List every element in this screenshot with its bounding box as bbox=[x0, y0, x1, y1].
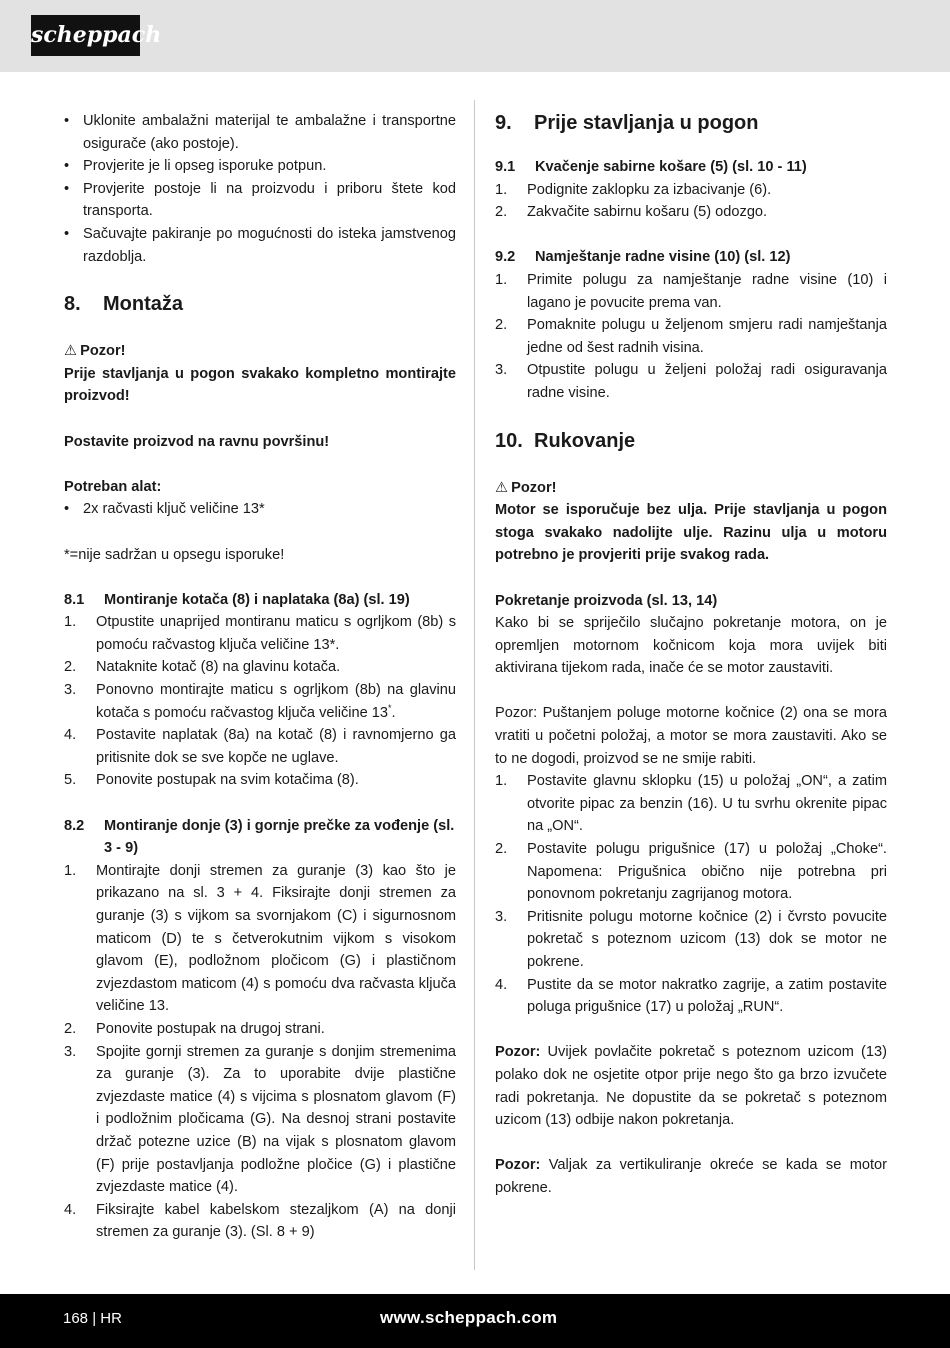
step-item: 3. Pritisnite polugu motorne kočnice (2) i čvrsto povucite pokretač s poteznom uzicom (13) dok se motor ne pokrene. bbox=[495, 908, 887, 970]
step-item: 4. Fiksirajte kabel kabelskom stezaljkom (A) na donji stremen za guranje (3). (Sl. 8 + 9) bbox=[64, 1201, 456, 1241]
start-caution: Pozor: Puštanjem poluge motorne kočnice (2) ona se mora vratiti u početni položaj, a motor se mora zaustaviti. Ako se to ne dogodi, proizvod se ne smije rabiti. bbox=[495, 705, 887, 767]
list-item: • Uklonite ambalažni materijal te ambalažne i transportne osigurače (ako postoje). bbox=[64, 110, 456, 155]
page-header bbox=[0, 0, 950, 72]
section-heading-9: 9. Prije stavljanja u pogon bbox=[495, 112, 759, 134]
step-item: 2. Nataknite kotač (8) na glavinu kotača. bbox=[64, 659, 341, 676]
step-item: 2. Ponovite postupak na drugoj strani. bbox=[64, 1020, 325, 1037]
step-item: 4. Pustite da se motor nakratko zagrije, a zatim postavite poluga prigušnice (17) u položaj „RUN“. bbox=[495, 976, 887, 1016]
step-item: 5. Ponovite postupak na svim kotačima (8). bbox=[64, 772, 359, 789]
section-heading-9-2: 9.2 Namještanje radne visine (10) (sl. 12) bbox=[495, 249, 791, 266]
step-item: 3. Otpustite polugu u željeni položaj radi osiguravanja radne visine. bbox=[495, 362, 887, 401]
list-item: • Provjerite postoje li na proizvodu i priboru štete kod transporta. bbox=[64, 178, 456, 223]
left-column bbox=[64, 110, 456, 1244]
roller-note: Pozor: Valjak za vertikuliranje okreće se kada se motor pokrene. bbox=[495, 1157, 887, 1196]
step-item: 3. Ponovno montirajte maticu s ogrljkom (8b) na glavinu kotača s pomoću račvastog ključa veličine 13*. bbox=[64, 682, 456, 721]
warning-text: Prije stavljanja u pogon svakako kompletno montirajte proizvod! bbox=[64, 365, 456, 405]
list-item: • 2x račvasti ključ veličine 13* bbox=[64, 498, 456, 521]
section-heading-8: 8. Montaža bbox=[64, 293, 183, 316]
scheppach-logo: scheppach bbox=[31, 15, 140, 56]
list-item: • Provjerite je li opseg isporuke potpun. bbox=[64, 155, 456, 178]
section-heading-10: 10. Rukovanje bbox=[495, 429, 636, 452]
right-column bbox=[495, 110, 887, 1200]
step-item: 1. Otpustite unaprijed montiranu maticu s ogrljkom (8b) s pomoću račvastog ključa veličine 13*. bbox=[64, 614, 456, 653]
page-footer bbox=[0, 1294, 950, 1348]
column-divider bbox=[474, 100, 475, 1270]
tools-label: Potreban alat: bbox=[64, 478, 162, 495]
step-item: 1. Montirajte donji stremen za guranje (3) kao što je prikazano na sl. 3 + 4. Fiksirajte donji stremen za guranje (3) s vijkom sa svornjakom (C) i sigurnosnom maticom (D) te s četverokutnim vijkom s visokom glavom (E), podložnom pločicom (G) i plastičnom zvjezdastom maticom (4) s pomoću dva račvasta ključa veličine 13. bbox=[64, 862, 456, 1015]
warning-label: ⚠ Pozor! bbox=[64, 340, 456, 363]
warning-label: ⚠ Pozor! bbox=[495, 477, 887, 500]
step-item: 3. Spojite gornji stremen za guranje s donjim stremenima za guranje (3). Za to uporabite dvije plastične zvjezdaste matice (4) s vijcima s plosnatom glavom (F) i podložnim pločicama (G). Na desnoj strani postavite držač potezne uzice (B) na vijak s plosnatom glavom (F) prije postavljanja podložne pločice (G) i plastične zvjezdaste matice (4). bbox=[64, 1043, 456, 1196]
section-heading-9-1: 9.1 Kvačenje sabirne košare (5) (sl. 10 - 11) bbox=[495, 159, 807, 175]
section-heading-8-2: 8.2 Montiranje donje (3) i gornje prečke za vođenje (sl. 3 - 9) bbox=[64, 817, 455, 857]
list-item: • Sačuvajte pakiranje po mogućnosti do isteka jamstvenog razdoblja. bbox=[64, 223, 456, 268]
start-intro: Kako bi se spriječilo slučajno pokretanje motora, on je opremljen motornom kočnicom koja mora uvijek biti aktivirana tijekom rada, inače će se motor zaustaviti. bbox=[495, 615, 887, 677]
warning-icon: ⚠ bbox=[495, 479, 509, 496]
step-item: 2. Postavite polugu prigušnice (17) u položaj „Choke“. Napomena: Prigušnica obično nije potrebna pri ponovnom pokretanju zagrijanog motora. bbox=[495, 841, 887, 903]
step-item: 4. Postavite naplatak (8a) na kotač (8) i ravnomjerno ga pritisnite dok se sve kopče ne uglave. bbox=[64, 727, 456, 766]
footnote: *=nije sadržan u opsegu isporuke! bbox=[64, 546, 285, 563]
section-heading-8-1: 8.1 Montiranje kotača (8) i naplataka (8a) (sl. 19) bbox=[64, 591, 410, 608]
step-item: 2. Zakvačite sabirnu košaru (5) odozgo. bbox=[495, 204, 768, 221]
step-item: 1. Primite polugu za namještanje radne visine (10) i lagano je povucite prema van. bbox=[495, 271, 887, 311]
page-number: 168 | HR bbox=[63, 1310, 122, 1327]
website-link[interactable]: www.scheppach.com bbox=[380, 1308, 558, 1327]
warning-text: Motor se isporučuje bez ulja. Prije stavljanja u pogon stoga svakako nadolijte ulje. Razinu ulja u motoru potrebno je provjeriti prije svakog rada. bbox=[495, 502, 887, 564]
start-heading: Pokretanje proizvoda (sl. 13, 14) bbox=[495, 592, 718, 609]
step-item: 1. Podignite zaklopku za izbacivanje (6). bbox=[495, 181, 772, 198]
pull-cord-note: Pozor: Uvijek povlačite pokretač s poteznom uzicom (13) polako dok ne osjetite otpor prije nego što ga brzo izvučete radi pokretanja. Ne dopustite da se pokretač s poteznom uzicom (13) odbije nakon pokretanja. bbox=[495, 1044, 887, 1129]
warning-icon: ⚠ bbox=[64, 343, 78, 360]
surface-note: Postavite proizvod na ravnu površinu! bbox=[64, 433, 330, 450]
step-item: 2. Pomaknite polugu u željenom smjeru radi namještanja jedne od šest radnih visina. bbox=[495, 317, 887, 356]
step-item: 1. Postavite glavnu sklopku (15) u položaj „ON“, a zatim otvorite pipac za benzin (16). U tu svrhu okrenite pipac na „ON“. bbox=[495, 773, 887, 835]
